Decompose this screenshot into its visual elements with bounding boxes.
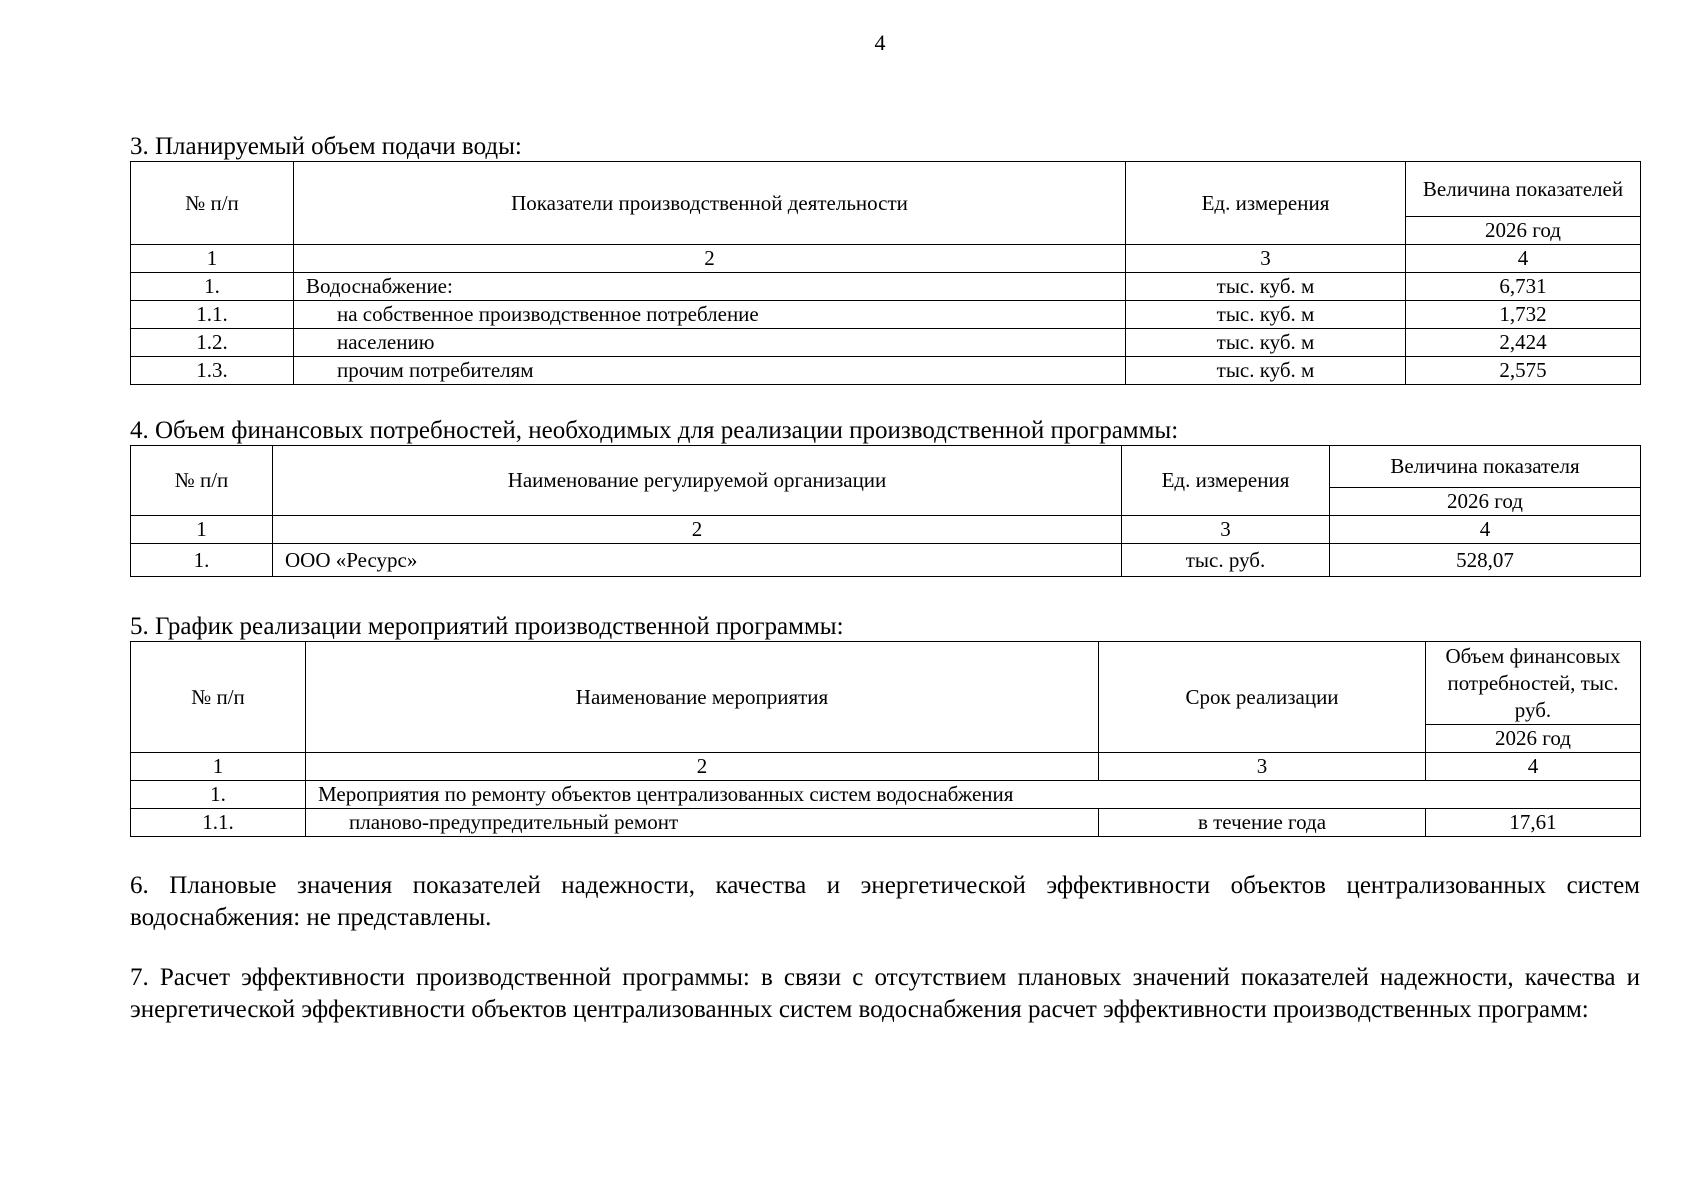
header-year: 2026 год: [1406, 217, 1641, 245]
row-num: 1.: [131, 544, 273, 577]
table-row: [131, 329, 1641, 357]
row-name: Мероприятия по ремонту объектов централизованных систем водоснабжения: [306, 781, 1641, 809]
row-unit: тыс. куб. м: [1126, 329, 1406, 357]
header-organization: Наименование регулируемой организации: [273, 446, 1122, 516]
row-name: населению: [294, 329, 1126, 357]
col-number: 1: [131, 516, 273, 544]
table-row: [131, 273, 1641, 301]
header-activity: Наименование мероприятия: [306, 642, 1099, 753]
col-number: 4: [1426, 753, 1641, 781]
row-num: 1.1.: [131, 301, 294, 329]
col-number: 2: [294, 245, 1126, 273]
paragraph-6: 6. Плановые значения показателей надежности, качества и энергетической эффективности объектов централизованных систем водоснабжения: не представлены.: [130, 872, 1640, 931]
col-number: 4: [1330, 516, 1641, 544]
header-year: 2026 год: [1330, 488, 1641, 516]
section-3-title: 3. Планируемый объем подачи воды:: [130, 133, 522, 160]
table-row: [131, 809, 1641, 837]
table-row: [131, 781, 1641, 809]
col-number: 4: [1406, 245, 1641, 273]
financial-needs-table: [130, 445, 1641, 577]
schedule-table: [130, 641, 1641, 837]
header-year: 2026 год: [1426, 725, 1641, 753]
row-unit: тыс. куб. м: [1126, 301, 1406, 329]
row-value: 17,61: [1426, 809, 1641, 837]
header-num: № п/п: [131, 162, 294, 245]
section-4-title: 4. Объем финансовых потребностей, необходимых для реализации производственной программы:: [130, 417, 1179, 444]
header-value: Величина показателя: [1330, 446, 1641, 488]
page-number: 4: [874, 30, 886, 55]
paragraph-7: 7. Расчет эффективности производственной программы: в связи с отсутствием плановых значений показателей надежности, качества и энергетической эффективности объектов централизованных систем водоснабжения расчет эффективности производственных программ:: [130, 964, 1640, 1023]
row-value: 528,07: [1330, 544, 1641, 577]
col-number: 3: [1126, 245, 1406, 273]
row-num: 1.: [131, 781, 306, 809]
col-number: 1: [131, 753, 306, 781]
header-value: Объем финансовых потребностей, тыс. руб.: [1426, 642, 1641, 725]
row-value: 2,575: [1406, 357, 1641, 385]
col-number: 3: [1099, 753, 1426, 781]
document-body: [130, 133, 1640, 1026]
col-number: 3: [1122, 516, 1330, 544]
header-value: Величина показателей: [1406, 162, 1641, 217]
row-name: планово-предупредительный ремонт: [306, 809, 1099, 837]
section-5-title: 5. График реализации мероприятий производственной программы:: [130, 613, 844, 640]
row-name: ООО «Ресурс»: [273, 544, 1122, 577]
row-num: 1.1.: [131, 809, 306, 837]
column-numbers-row: [131, 516, 1641, 544]
table-row: [131, 357, 1641, 385]
header-term: Срок реализации: [1099, 642, 1426, 753]
row-num: 1.: [131, 273, 294, 301]
col-number: 1: [131, 245, 294, 273]
row-unit: тыс. руб.: [1122, 544, 1330, 577]
header-num: № п/п: [131, 446, 273, 516]
row-unit: тыс. куб. м: [1126, 273, 1406, 301]
water-supply-table: [130, 161, 1641, 385]
row-value: 6,731: [1406, 273, 1641, 301]
row-unit: тыс. куб. м: [1126, 357, 1406, 385]
column-numbers-row: [131, 245, 1641, 273]
row-name: прочим потребителям: [294, 357, 1126, 385]
table-row: [131, 301, 1641, 329]
row-term: в течение года: [1099, 809, 1426, 837]
header-unit: Ед. измерения: [1122, 446, 1330, 516]
row-value: 1,732: [1406, 301, 1641, 329]
header-unit: Ед. измерения: [1126, 162, 1406, 245]
col-number: 2: [306, 753, 1099, 781]
row-value: 2,424: [1406, 329, 1641, 357]
row-name: на собственное производственное потребление: [294, 301, 1126, 329]
header-indicator: Показатели производственной деятельности: [294, 162, 1126, 245]
row-num: 1.2.: [131, 329, 294, 357]
table-row: [131, 544, 1641, 577]
col-number: 2: [273, 516, 1122, 544]
column-numbers-row: [131, 753, 1641, 781]
header-num: № п/п: [131, 642, 306, 753]
row-name: Водоснабжение:: [294, 273, 1126, 301]
row-num: 1.3.: [131, 357, 294, 385]
